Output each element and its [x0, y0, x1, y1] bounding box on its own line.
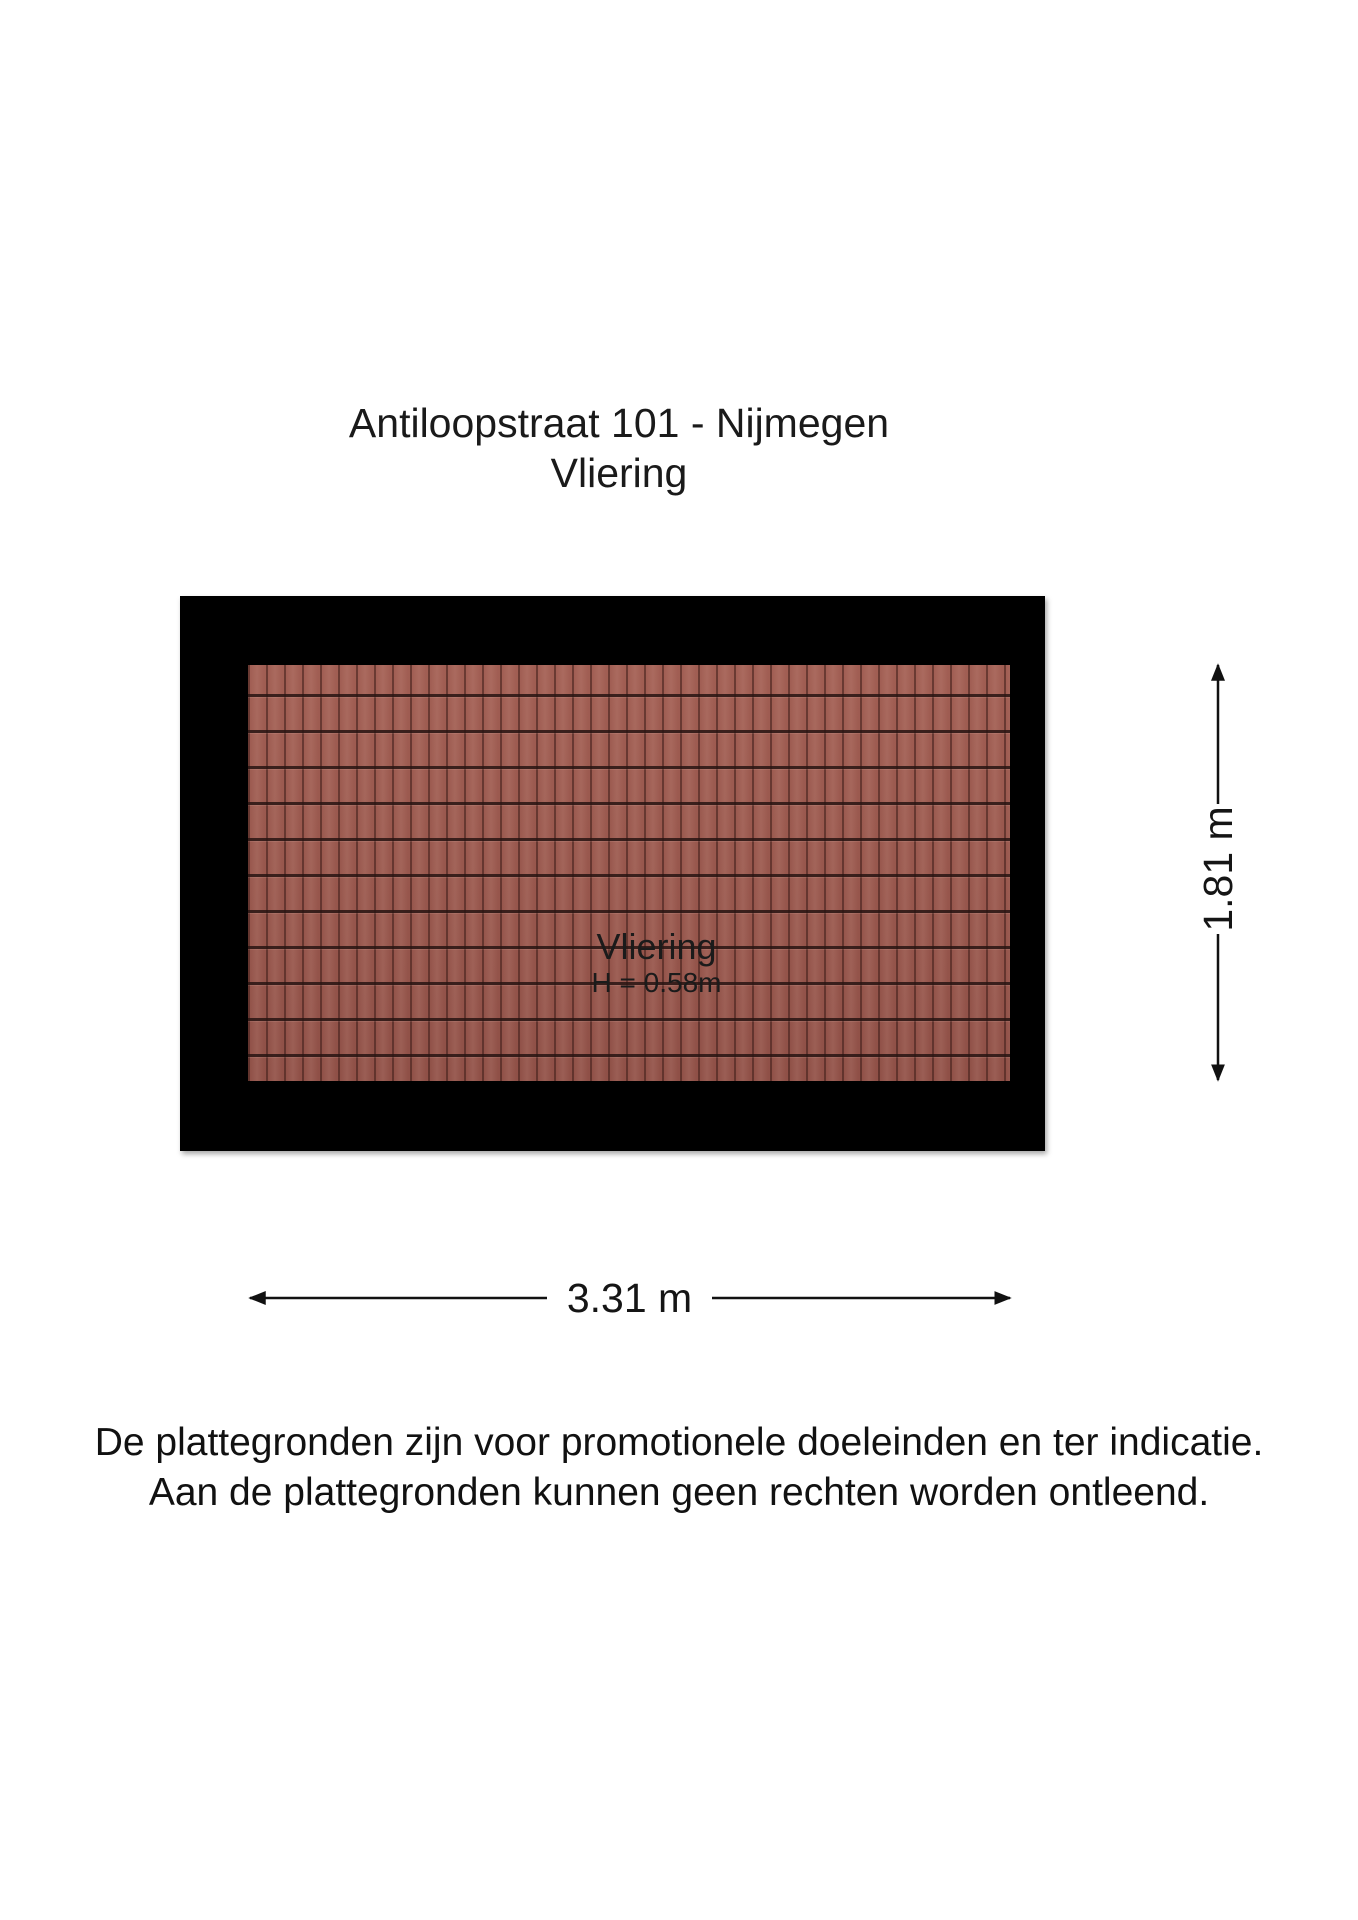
floor-plan-walls	[180, 596, 1045, 1151]
disclaimer-line-2: Aan de plattegronden kunnen geen rechten worden ontleend.	[148, 1471, 1210, 1514]
depth-dimension-label: 1.81 m	[1195, 804, 1241, 934]
room-height-label: H = 0.58m	[591, 967, 722, 998]
disclaimer-line-1: De plattegronden zijn voor promotionele doeleinden en ter indicatie.	[94, 1421, 1264, 1464]
width-dimension-label: 3.31 m	[547, 1275, 712, 1321]
plan-title	[0, 398, 1238, 498]
address-title: Antiloopstraat 101 - Nijmegen	[348, 400, 890, 446]
room-label: Vliering	[596, 926, 717, 967]
disclaimer	[0, 1418, 1358, 1518]
floor-subtitle: Vliering	[550, 450, 688, 496]
roof-tile-area	[248, 665, 1010, 1081]
